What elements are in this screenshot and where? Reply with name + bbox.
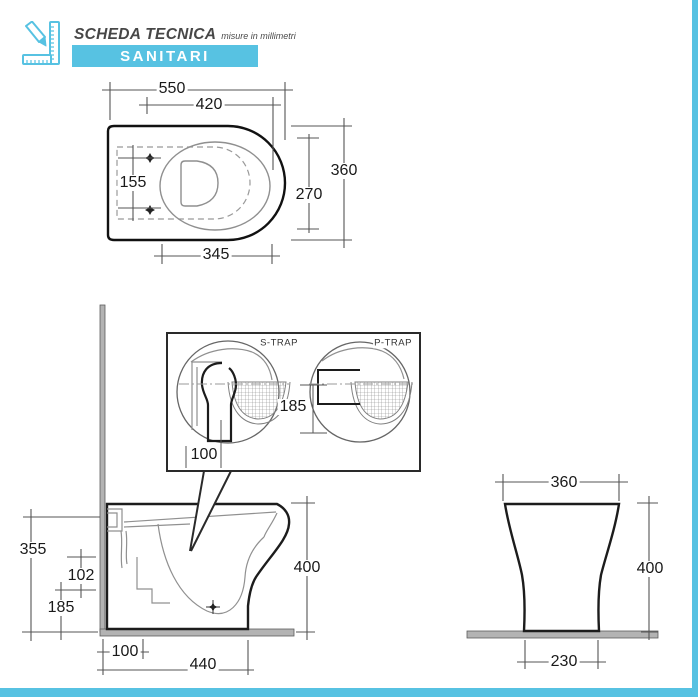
- top-view: [102, 82, 352, 264]
- dim-holes-spacing: 155: [119, 174, 147, 191]
- page-title: SCHEDA TECNICA: [74, 26, 217, 43]
- category-badge: SANITARI: [72, 45, 258, 67]
- s-trap-label: S-TRAP: [260, 337, 298, 349]
- dim-top-overall-depth: 360: [330, 162, 358, 179]
- dim-front-top-width: 360: [550, 474, 578, 491]
- dim-top-overall-width: 550: [158, 80, 186, 97]
- dim-trap-outlet-distance: 100: [190, 446, 218, 463]
- front-view: [467, 474, 658, 669]
- dim-front-overall-height: 400: [636, 560, 664, 577]
- dim-side-overall-height: 400: [293, 559, 321, 576]
- accent-strip-bottom: [0, 688, 698, 697]
- dim-top-inner-width: 420: [195, 96, 223, 113]
- dim-front-base-width: 230: [550, 653, 578, 670]
- dim-seat-length: 345: [202, 246, 230, 263]
- dim-side-outlet-offset: 102: [67, 567, 95, 584]
- dim-side-overall-depth: 440: [189, 656, 217, 673]
- dim-side-inlet-height: 355: [19, 541, 47, 558]
- dim-side-outlet-height: 185: [47, 599, 75, 616]
- dim-side-wall-to-outlet: 100: [111, 643, 139, 660]
- p-trap-label: P-TRAP: [374, 337, 412, 349]
- dim-trap-outlet-height: 185: [279, 398, 307, 415]
- dim-bowl-width: 270: [295, 186, 323, 203]
- page-subtitle: misure in millimetri: [221, 31, 296, 41]
- accent-strip-right: [692, 0, 698, 697]
